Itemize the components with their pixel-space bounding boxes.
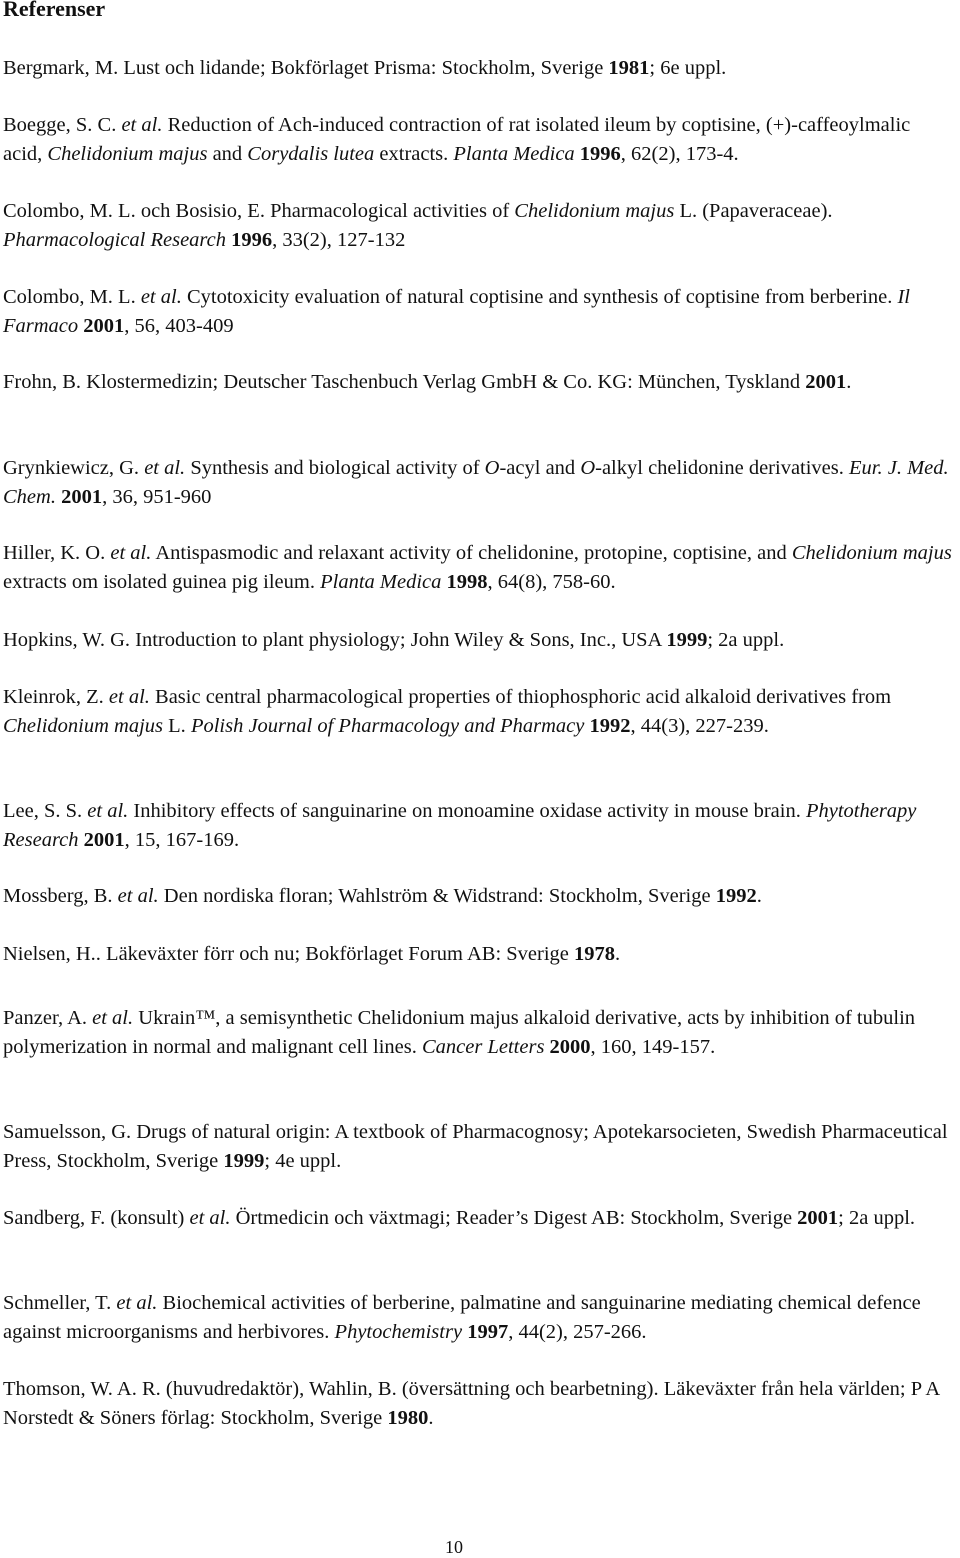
reference-text: Grynkiewicz, G. — [3, 457, 145, 479]
reference-entry — [3, 1204, 953, 1233]
reference-text: Kleinrok, Z. — [3, 686, 109, 708]
reference-italic-text: et al. — [116, 1292, 158, 1314]
reference-italic-text: et al. — [108, 686, 150, 708]
reference-text: Colombo, M. L. — [3, 286, 141, 308]
reference-italic-text: Il Farmaco — [3, 286, 910, 337]
reference-text: . — [615, 943, 621, 965]
reference-year: 2001 — [797, 1207, 839, 1229]
reference-text: Antispasmodic and relaxant activity of chelidonine, protopine, coptisine, and — [151, 542, 792, 564]
reference-text: , 160, 149-157. — [590, 1035, 716, 1058]
reference-italic-text: Phytotherapy Research — [3, 800, 917, 851]
reference-text: ; 6e uppl. — [649, 57, 727, 79]
reference-entry — [3, 882, 953, 911]
reference-text: -acyl and — [499, 457, 581, 479]
reference-text: Boegge, S. C. — [3, 114, 122, 136]
reference-text: . — [428, 1406, 434, 1429]
reference-text: , 44(3), 227-239. — [630, 714, 769, 737]
reference-text: extracts om isolated guinea pig ileum. — [3, 570, 321, 593]
reference-italic-text: Chelidonium majus — [47, 142, 208, 165]
reference-year: 1996 — [231, 228, 273, 251]
reference-text: Samuelsson, G. Drugs of natural origin: A textbook of Pharmacognosy; Apotekarsocieten, Swedish Pharmaceutical Press, Stockholm, Sverige — [3, 1121, 948, 1172]
reference-text: Mossberg, B. — [3, 885, 118, 907]
reference-text: , 15, 167-169. — [124, 828, 240, 851]
reference-text: Den nordiska floran; Wahlström & Widstrand: Stockholm, Sverige — [158, 885, 716, 907]
reference-italic-text: Planta Medica — [453, 142, 575, 165]
reference-italic-text: et al. — [140, 286, 182, 308]
reference-text: Panzer, A. — [3, 1007, 93, 1029]
reference-italic-text: Chelidonium majus — [791, 542, 952, 564]
reference-year: 2001 — [83, 828, 125, 851]
reference-text: Synthesis and biological activity of — [185, 457, 485, 479]
reference-text: Ukrain™, a semisynthetic Chelidonium majus alkaloid derivative, acts by inhibition of tubulin polymerization in normal and malignant cell lines. — [3, 1007, 916, 1058]
reference-text: Cytotoxicity evaluation of natural coptisine and synthesis of coptisine from berberine. — [181, 286, 898, 308]
reference-year: 1978 — [574, 943, 616, 965]
page-heading: Referenser — [3, 0, 106, 21]
reference-text: Nielsen, H.. Läkeväxter förr och nu; Bokförlaget Forum AB: Sverige — [3, 943, 575, 965]
reference-text: Lee, S. S. — [3, 800, 88, 822]
reference-text: -alkyl chelidonine derivatives. — [595, 457, 850, 479]
reference-text: Hiller, K. O. — [3, 542, 111, 564]
reference-entry — [3, 940, 953, 969]
reference-entry — [3, 1118, 953, 1175]
reference-text: , 36, 951-960 — [102, 485, 212, 508]
reference-text: and — [207, 142, 248, 165]
reference-text: extracts. — [374, 142, 454, 165]
reference-italic-text: O — [484, 457, 500, 479]
reference-italic-text: Chelidonium majus — [3, 714, 164, 737]
reference-year: 1981 — [608, 57, 650, 79]
reference-entry — [3, 54, 953, 83]
reference-text: Reduction of Ach-induced contraction of rat isolated ileum by coptisine, (+)-caffeoylmalic acid, — [3, 114, 911, 165]
reference-italic-text: et al. — [87, 800, 129, 822]
reference-italic-text: et al. — [144, 457, 186, 479]
reference-year: 1980 — [387, 1406, 429, 1429]
reference-italic-text: et al. — [121, 114, 163, 136]
reference-entry — [3, 368, 953, 397]
reference-entry — [3, 283, 953, 340]
reference-year: 1996 — [579, 142, 621, 165]
reference-text: ; 2a uppl. — [838, 1207, 916, 1229]
reference-text: Thomson, W. A. R. (huvudredaktör), Wahlin, B. (översättning och bearbetning). Läkeväxter från hela världen; P A Norstedt & Söners förlag: Stockholm, Sverige — [3, 1378, 940, 1429]
reference-italic-text: O — [580, 457, 596, 479]
reference-year: 1998 — [446, 570, 488, 593]
reference-italic-text: Pharmacological Research — [3, 228, 226, 251]
reference-entry — [3, 111, 953, 168]
reference-text: , 44(2), 257-266. — [508, 1320, 647, 1343]
reference-year: 1999 — [666, 629, 708, 651]
reference-text: Colombo, M. L. och Bosisio, E. Pharmacological activities of — [3, 200, 515, 222]
reference-text: Hopkins, W. G. Introduction to plant physiology; John Wiley & Sons, Inc., USA — [3, 629, 667, 651]
reference-year: 1992 — [589, 714, 631, 737]
reference-italic-text: Eur. J. Med. Chem. — [3, 457, 949, 508]
reference-entry — [3, 197, 953, 254]
reference-year: 2001 — [61, 485, 103, 508]
reference-text: ; 2a uppl. — [707, 629, 785, 651]
reference-text: Frohn, B. Klostermedizin; Deutscher Taschenbuch Verlag GmbH & Co. KG: München, Tyskland — [3, 371, 806, 393]
reference-text: Schmeller, T. — [3, 1292, 117, 1314]
reference-text: , 56, 403-409 — [124, 314, 234, 337]
reference-italic-text: Phytochemistry — [334, 1320, 463, 1343]
reference-italic-text: et al. — [117, 885, 159, 907]
reference-text: Inhibitory effects of sanguinarine on monoamine oxidase activity in mouse brain. — [128, 800, 806, 822]
reference-text: , 33(2), 127-132 — [272, 228, 406, 251]
reference-entry — [3, 1289, 953, 1346]
reference-text: Bergmark, M. Lust och lidande; Bokförlaget Prisma: Stockholm, Sverige — [3, 57, 609, 79]
reference-text: L. — [163, 714, 191, 737]
reference-text: , 62(2), 173-4. — [620, 142, 739, 165]
reference-entry — [3, 1375, 953, 1432]
reference-year: 2000 — [549, 1035, 591, 1058]
reference-text: Örtmedicin och växtmagi; Reader’s Digest AB: Stockholm, Sverige — [230, 1207, 798, 1229]
reference-text: . — [846, 371, 852, 393]
reference-year: 1997 — [467, 1320, 509, 1343]
reference-italic-text: et al. — [92, 1007, 134, 1029]
reference-year: 1999 — [223, 1149, 265, 1172]
reference-text: . — [756, 885, 762, 907]
reference-text: , 64(8), 758-60. — [487, 570, 616, 593]
reference-text: Basic central pharmacological properties of thiophosphoric acid alkaloid derivatives from — [149, 686, 892, 708]
reference-entry — [3, 1004, 953, 1061]
reference-year: 2001 — [83, 314, 125, 337]
reference-text: Biochemical activities of berberine, palmatine and sanguinarine mediating chemical defence against microorganisms and herbivores. — [3, 1292, 921, 1343]
reference-italic-text: Chelidonium majus — [514, 200, 675, 222]
reference-year: 2001 — [805, 371, 847, 393]
reference-entry — [3, 539, 953, 596]
page-number: 10 — [445, 1537, 463, 1557]
reference-text: L. (Papaveraceae). — [674, 200, 833, 222]
reference-italic-text: Corydalis lutea — [247, 142, 375, 165]
reference-entry — [3, 797, 953, 854]
reference-italic-text: Cancer Letters — [422, 1035, 545, 1058]
reference-text: Sandberg, F. (konsult) — [3, 1207, 190, 1229]
reference-entry — [3, 454, 953, 511]
reference-italic-text: et al. — [189, 1207, 231, 1229]
reference-italic-text: Planta Medica — [320, 570, 442, 593]
reference-entry — [3, 626, 953, 655]
reference-year: 1992 — [715, 885, 757, 907]
reference-italic-text: Polish Journal of Pharmacology and Pharmacy — [190, 714, 585, 737]
reference-text: ; 4e uppl. — [264, 1149, 342, 1172]
reference-italic-text: et al. — [110, 542, 152, 564]
reference-entry — [3, 683, 953, 740]
